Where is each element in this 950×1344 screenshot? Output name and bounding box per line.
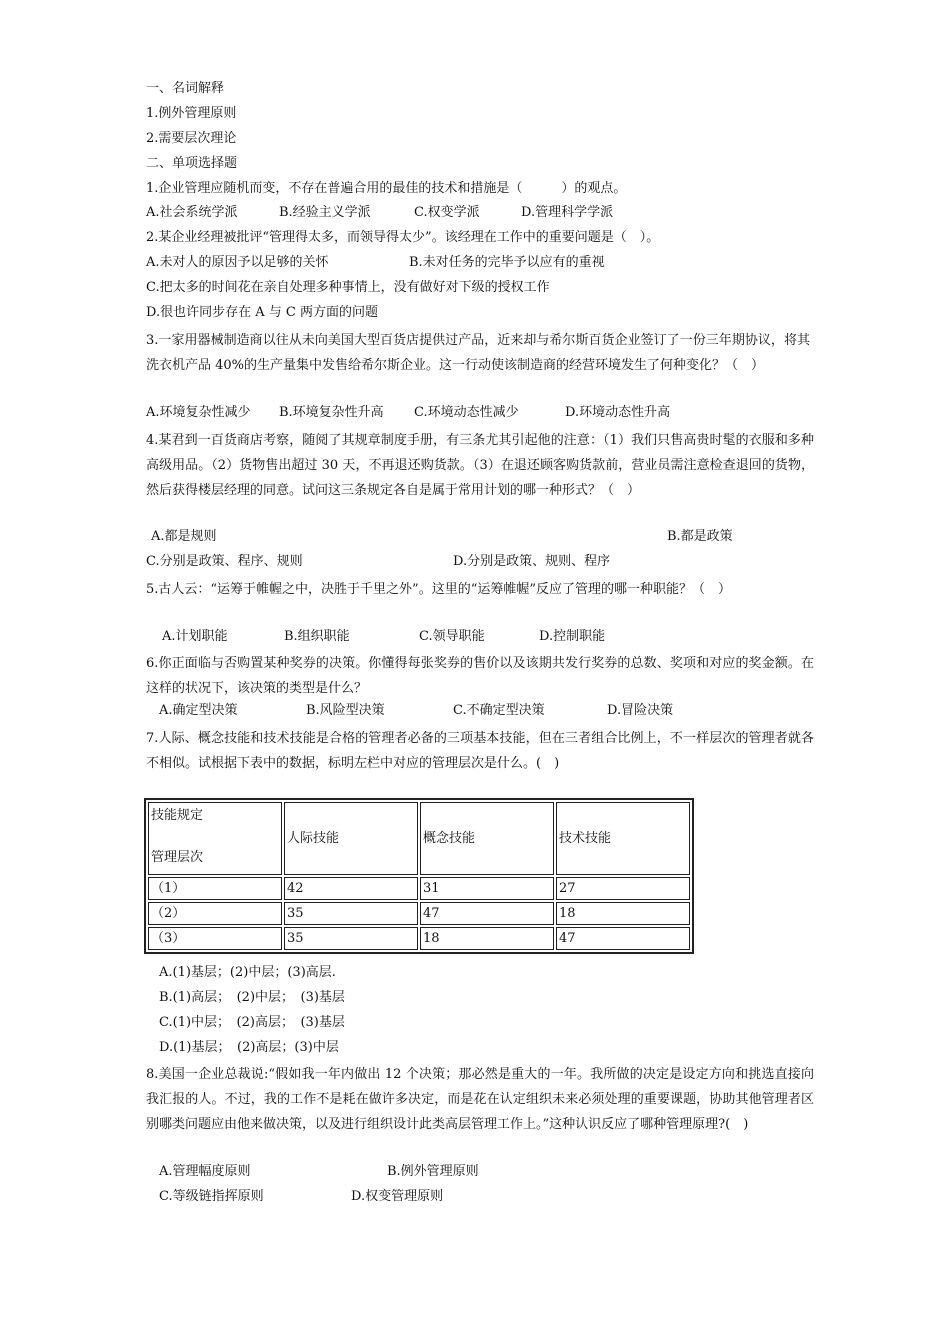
q5-option-d: D.控制职能 [539,629,606,644]
q7-option-d: D.(1)基层； (2)高层；(3)中层 [159,1040,339,1055]
question-5: 5.古人云：“运筹于帷幄之中，决胜于千里之外”。这里的“运筹帷幄”反应了管理的哪一种职能？（ ） [146,582,731,597]
table-cell: 31 [420,877,554,900]
q3-option-b: B.环境复杂性升高 [279,405,384,420]
table-cell: 18 [420,927,554,950]
question-8: 8.美国一企业总裁说:“假如我一年内做出 12 个决策；那必然是重大的一年。我所做的决定是设定方向和挑选直接向我汇报的人。不过，我的工作不是耗在做许多决定，而是花在认定组织未来必须处理的重要课题，协助其他管理者区别哪类问题应由他来做决策，以及进行组织设计此类高层管理工作上。”这种认识反应了哪种管理原理?( ) [146,1067,814,1132]
q2-option-a: A.未对人的原因予以足够的关怀 [146,255,329,270]
q6-option-a: A.确定型决策 [159,703,238,718]
row-label: （3） [148,927,282,950]
question-1: 1.企业管理应随机而变，不存在普遍合用的最佳的技术和措施是（ ）的观点。 [146,181,627,196]
question-4: 4.某君到一百货商店考察，随阅了其规章制度手册，有三条尤其引起他的注意：（1）我们只售高贵时髦的衣服和多种高级用品。（2）货物售出超过 30 天，不再退还购货款。（3）在退还顾客购货款前，营业员需注意检查退回的货物，然后获得楼层经理的同意。试问这三条规定各自是属于常用计划的哪一种形式？（ ） [146,433,814,498]
q8-option-d: D.权变管理原则 [351,1189,444,1204]
section1-heading: 一、名词解释 [146,81,225,96]
column-header: 技术技能 [556,802,690,875]
table-cell: 42 [284,877,418,900]
table-row [148,877,690,900]
q7-option-b: B.(1)高层； (2)中层； (3)基层 [159,990,345,1005]
term-item-1: 1.例外管理原则 [146,106,237,121]
table-cell: 47 [420,902,554,925]
q5-option-b: B.组织职能 [284,629,350,644]
corner-bottom-label: 管理层次 [151,849,204,865]
q3-option-c: C.环境动态性减少 [414,405,519,420]
table-cell: 47 [556,927,690,950]
question-7: 7.人际、概念技能和技术技能是合格的管理者必备的三项基本技能，但在三者组合比例上，不一样层次的管理者就各不相似。试根据下表中的数据，标明左栏中对应的管理层次是什么。( ) [146,731,814,771]
table-header-row [148,802,690,875]
question-2: 2.某企业经理被批评“管理得太多，而领导得太少”。该经理在工作中的重要问题是（ ）。 [146,230,660,245]
q5-option-a: A.计划职能 [162,629,228,644]
q1-option-b: B.经验主义学派 [279,205,371,220]
q4-option-c: C.分别是政策、程序、规则 [146,554,303,569]
q8-option-c: C.等级链指挥原则 [159,1189,264,1204]
q2-option-d: D.很也许同步存在 A 与 C 两方面的问题 [146,305,378,320]
table-cell: 18 [556,902,690,925]
column-header: 人际技能 [284,802,418,875]
q1-option-d: D.管理科学学派 [521,205,614,220]
question-3: 3.一家用器械制造商以往从未向美国大型百货店提供过产品，近来却与希尔斯百货企业签订了一份三年期协议，将其洗衣机产品 40%的生产量集中发售给希尔斯企业。这一行动使该制造商的经营环境发生了何种变化？（ ） [146,333,810,373]
column-header: 概念技能 [420,802,554,875]
q2-option-b: B.未对任务的完毕予以应有的重视 [409,255,605,270]
q6-option-b: B.风险型决策 [306,703,385,718]
row-label: （2） [148,902,282,925]
q4-option-b: B.都是政策 [667,529,733,544]
q8-option-b: B.例外管理原则 [387,1164,479,1179]
table-row [148,927,690,950]
q1-option-c: C.权变学派 [414,205,480,220]
row-label: （1） [148,877,282,900]
table-cell: 27 [556,877,690,900]
q8-option-a: A.管理幅度原则 [159,1164,251,1179]
q7-option-a: A.(1)基层；(2)中层；(3)高层. [159,965,336,980]
table-row [148,902,690,925]
corner-top-label: 技能规定 [151,807,204,823]
section2-heading: 二、单项选择题 [146,156,238,171]
table-cell: 35 [284,902,418,925]
table-cell: 35 [284,927,418,950]
term-item-2: 2.需要层次理论 [146,131,237,146]
q3-option-a: A.环境复杂性减少 [146,405,251,420]
q2-option-c: C.把太多的时间花在亲自处理多种事情上，没有做好对下级的授权工作 [146,280,550,295]
q3-option-d: D.环境动态性升高 [565,405,671,420]
q1-option-a: A.社会系统学派 [146,205,238,220]
table-corner-cell [148,802,282,875]
q6-option-d: D.冒险决策 [607,703,674,718]
q5-option-c: C.领导职能 [419,629,485,644]
q4-option-d: D.分别是政策、规则、程序 [453,554,611,569]
skills-table [144,798,694,954]
question-6: 6.你正面临与否购置某种奖券的决策。你懂得每张奖券的售价以及该期共发行奖券的总数、奖项和对应的奖金额。在这样的状况下，该决策的类型是什么？ [146,656,814,696]
q4-option-a: A.都是规则 [151,529,217,544]
q7-option-c: C.(1)中层； (2)高层； (3)基层 [159,1015,345,1030]
q6-option-c: C.不确定型决策 [453,703,545,718]
